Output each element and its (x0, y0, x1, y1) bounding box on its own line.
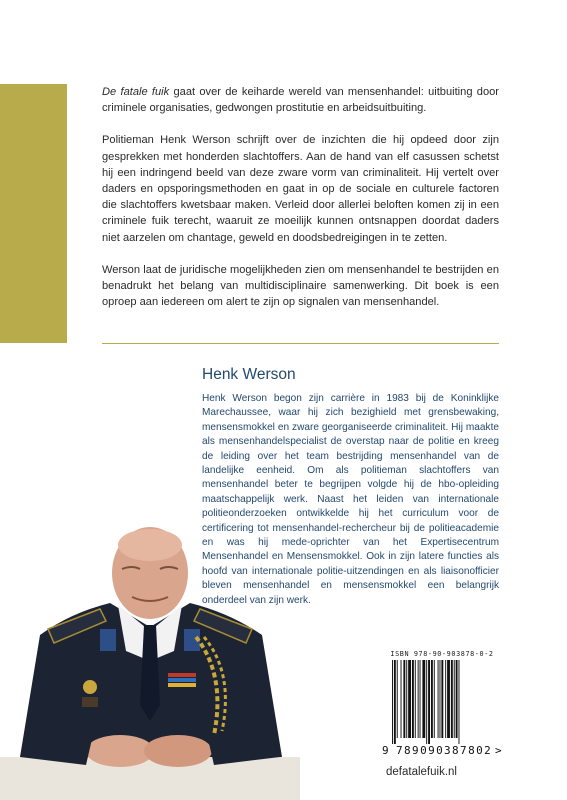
book-title: De fatale fuik (102, 86, 170, 98)
blurb-paragraph-1 (102, 84, 499, 116)
author-portrait (0, 525, 300, 800)
barcode-lead-digit: 9 (382, 744, 389, 757)
barcode-graphic (382, 658, 502, 744)
divider-line (102, 343, 499, 344)
isbn-barcode (382, 650, 502, 758)
author-name: Henk Werson (202, 366, 296, 383)
website-url: defatalefuik.nl (386, 766, 457, 778)
barcode-digits (382, 744, 502, 758)
blurb-paragraph-1-text: gaat over de keiharde wereld van mensenhandel: uitbuiting door criminele organisaties, gedwongen prostitutie en arbeidsuitbuiting. (102, 86, 499, 115)
barcode-group-1: 789090 (396, 744, 445, 757)
barcode-group-2: 387802 (444, 744, 493, 757)
barcode-arrow: > (495, 744, 502, 757)
blurb-paragraph-3: Werson laat de juridische mogelijkheden zien om mensenhandel te bestrijden en benadrukt het belang van multidisciplinaire samenwerking. Dit boek is een oproep aan iedereen om alert te zijn op signalen van mensenhandel. (102, 263, 499, 309)
accent-bar (0, 84, 67, 343)
author-bio: Henk Werson begon zijn carrière in 1983 bij de Koninklijke Marechaussee, waar hij zich bezighield met grensbewaking, mensensmokkel en zware georganiseerde criminaliteit. Hij maakte als mensenhandelspecialist de overstap naar de politie en kreeg de leiding over het team bestrijding mensenhandel van de landelijke eenheid. Om als politieman slachtoffers van mensenhandel beter te begrijpen volgde hij de hbo-opleiding maatschappelijk werk. Naast het leiden van internationale politieonderzoeken ontwikkelde hij het curriculum voor de certificering tot mensenhandel-rechercheur bij de politieacademie en was hij mede-oprichter van het Expertisecentrum Mensenhandel en Mensensmokkel. Ook in zijn latere functies als hoofd van internationale politie-uitzendingen en als liaisonofficier bleven mensenhandel en mensensmokkel een belangrijk onderdeel van zijn werk. (202, 393, 499, 606)
back-cover-blurb (102, 84, 499, 326)
isbn-label: ISBN 978-90-903878-0-2 (390, 650, 494, 658)
blurb-paragraph-2: Politieman Henk Werson schrijft over de inzichten die hij opdeed door zijn gesprekken met honderden slachtoffers. Aan de hand van elf casussen schetst hij een indringend beeld van deze zware vorm van criminaliteit. Hij vertelt over daders en opsporingsmethoden en gaat in op de sociale en culturele factoren die slachtoffers kwetsbaar maken. Verleid door allerlei beloften komen zij in een criminele fuik terecht, waaruit ze moeilijk kunnen ontsnappen doordat daders niet aarzelen om chantage, geweld en doodsbedreigingen in te zetten. (102, 134, 499, 244)
